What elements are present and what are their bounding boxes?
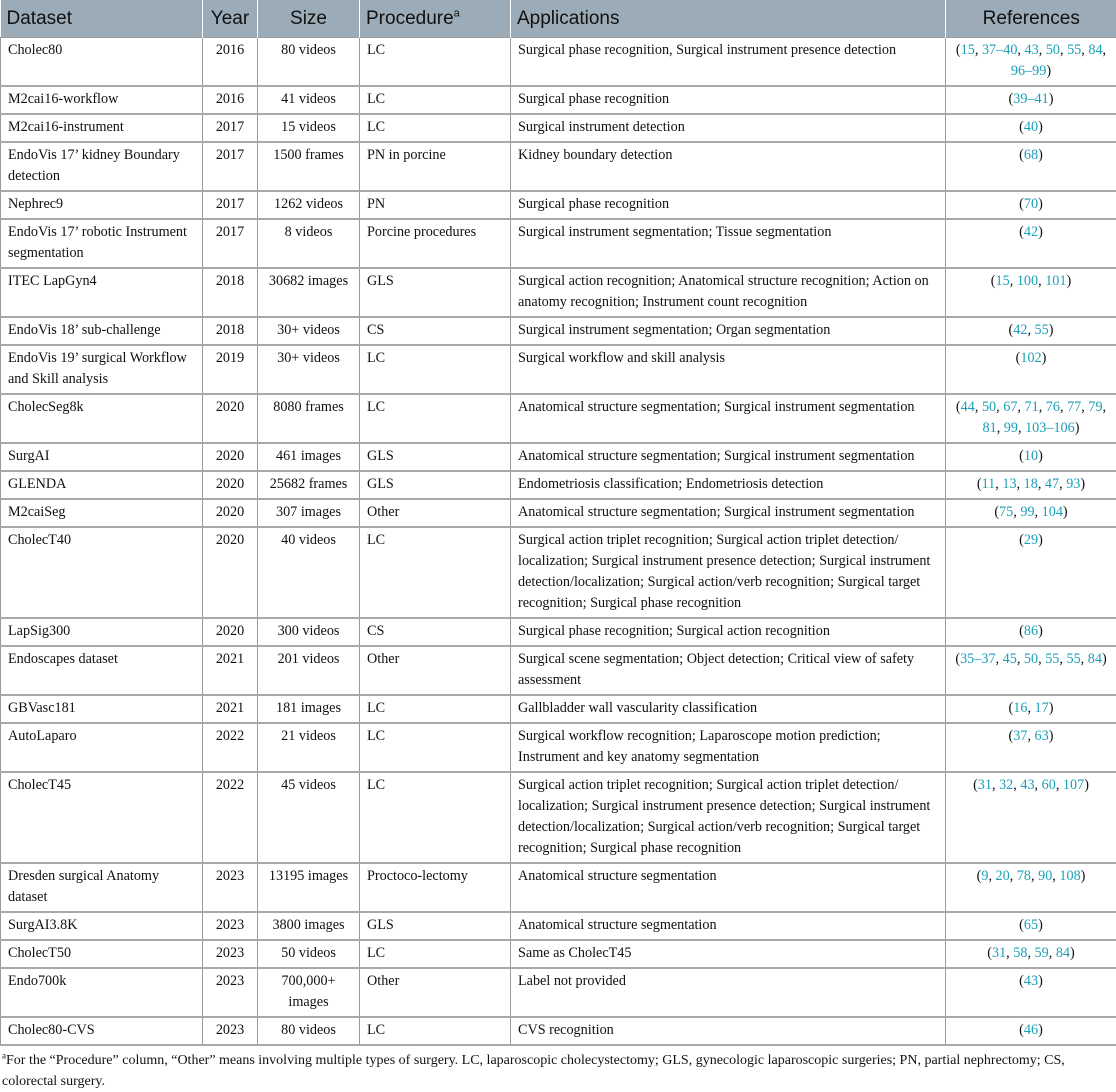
- reference-link[interactable]: 100: [1017, 273, 1038, 289]
- cell-size: 41 videos: [258, 86, 360, 114]
- reference-link[interactable]: 44: [961, 399, 975, 415]
- cell-references: (31, 32, 43, 60, 107): [946, 772, 1116, 863]
- cell-applications: Kidney boundary detection: [511, 142, 946, 191]
- reference-link[interactable]: 43: [1024, 973, 1038, 989]
- cell-procedure: LC: [360, 772, 511, 863]
- cell-procedure: LC: [360, 86, 511, 114]
- header-procedure: [360, 0, 511, 38]
- table-row: [1, 317, 1116, 345]
- reference-link[interactable]: 37–40: [982, 42, 1017, 58]
- reference-link[interactable]: 58: [1013, 945, 1027, 961]
- header-year: Year: [203, 0, 258, 38]
- reference-link[interactable]: 96–99: [1011, 63, 1046, 79]
- cell-year: 2023: [203, 968, 258, 1017]
- cell-applications: Surgical phase recognition, Surgical instrument presence detection: [511, 38, 946, 87]
- cell-dataset: Cholec80-CVS: [1, 1017, 203, 1045]
- reference-link[interactable]: 47: [1045, 476, 1059, 492]
- cell-size: 13195 images: [258, 863, 360, 912]
- cell-applications: Surgical phase recognition: [511, 86, 946, 114]
- cell-dataset: EndoVis 19’ surgical Workflow and Skill analysis: [1, 345, 203, 394]
- cell-year: 2020: [203, 443, 258, 471]
- cell-year: 2017: [203, 219, 258, 268]
- cell-procedure: Other: [360, 968, 511, 1017]
- reference-link[interactable]: 108: [1059, 868, 1080, 884]
- cell-procedure: LC: [360, 940, 511, 968]
- table-row: [1, 114, 1116, 142]
- reference-link[interactable]: 59: [1035, 945, 1049, 961]
- table-row: [1, 527, 1116, 618]
- cell-dataset: EndoVis 17’ kidney Boundary detection: [1, 142, 203, 191]
- table-row: [1, 38, 1116, 87]
- cell-references: (43): [946, 968, 1116, 1017]
- cell-applications: Anatomical structure segmentation; Surgical instrument segmentation: [511, 394, 946, 443]
- cell-dataset: M2cai16-instrument: [1, 114, 203, 142]
- cell-applications: Surgical instrument segmentation; Organ segmentation: [511, 317, 946, 345]
- cell-applications: Surgical action triplet recognition; Surgical action triplet detection/ localization; Surgical instrument presence detection; Surgical instrument detection/localization; Surgical action/verb recognition; Surgical target recognition; Surgical phase recognition: [511, 527, 946, 618]
- cell-procedure: Proctoco-lectomy: [360, 863, 511, 912]
- cell-dataset: GBVasc181: [1, 695, 203, 723]
- reference-link[interactable]: 104: [1042, 504, 1063, 520]
- cell-size: 80 videos: [258, 38, 360, 87]
- cell-dataset: SurgAI3.8K: [1, 912, 203, 940]
- table-row: [1, 695, 1116, 723]
- cell-dataset: ITEC LapGyn4: [1, 268, 203, 317]
- reference-link[interactable]: 81: [983, 420, 997, 436]
- reference-link[interactable]: 39–41: [1013, 91, 1048, 107]
- cell-year: 2021: [203, 646, 258, 695]
- cell-applications: Surgical workflow and skill analysis: [511, 345, 946, 394]
- cell-size: 21 videos: [258, 723, 360, 772]
- cell-procedure: CS: [360, 317, 511, 345]
- cell-year: 2017: [203, 191, 258, 219]
- cell-size: 40 videos: [258, 527, 360, 618]
- cell-procedure: LC: [360, 527, 511, 618]
- reference-link[interactable]: 86: [1024, 623, 1038, 639]
- reference-link[interactable]: 43: [1020, 777, 1034, 793]
- cell-dataset: CholecT50: [1, 940, 203, 968]
- reference-link[interactable]: 84: [1088, 651, 1102, 667]
- reference-link[interactable]: 65: [1024, 917, 1038, 933]
- reference-link[interactable]: 70: [1024, 196, 1038, 212]
- cell-size: 8080 frames: [258, 394, 360, 443]
- cell-size: 307 images: [258, 499, 360, 527]
- cell-dataset: CholecT45: [1, 772, 203, 863]
- reference-link[interactable]: 15: [961, 42, 975, 58]
- cell-year: 2023: [203, 1017, 258, 1045]
- cell-dataset: SurgAI: [1, 443, 203, 471]
- reference-link[interactable]: 99: [1020, 504, 1034, 520]
- cell-year: 2017: [203, 114, 258, 142]
- table-row: [1, 443, 1116, 471]
- cell-year: 2016: [203, 86, 258, 114]
- table-row: [1, 968, 1116, 1017]
- header-references: References: [946, 0, 1116, 38]
- table-body: [1, 38, 1116, 1046]
- cell-size: 181 images: [258, 695, 360, 723]
- cell-year: 2020: [203, 618, 258, 646]
- reference-link[interactable]: 50: [1046, 42, 1060, 58]
- cell-size: 80 videos: [258, 1017, 360, 1045]
- cell-applications: Gallbladder wall vascularity classification: [511, 695, 946, 723]
- table-row: [1, 912, 1116, 940]
- reference-link[interactable]: 50: [1024, 651, 1038, 667]
- cell-size: 700,000+ images: [258, 968, 360, 1017]
- cell-year: 2022: [203, 772, 258, 863]
- cell-applications: Same as CholecT45: [511, 940, 946, 968]
- header-applications: Applications: [511, 0, 946, 38]
- cell-references: (86): [946, 618, 1116, 646]
- reference-link[interactable]: 31: [992, 945, 1006, 961]
- cell-applications: Surgical scene segmentation; Object detection; Critical view of safety assessment: [511, 646, 946, 695]
- header-size: Size: [258, 0, 360, 38]
- cell-procedure: LC: [360, 1017, 511, 1045]
- cell-references: (15, 100, 101): [946, 268, 1116, 317]
- reference-link[interactable]: 79: [1088, 399, 1102, 415]
- reference-link[interactable]: 103–106: [1025, 420, 1075, 436]
- cell-references: (68): [946, 142, 1116, 191]
- cell-dataset: LapSig300: [1, 618, 203, 646]
- reference-link[interactable]: 63: [1035, 728, 1049, 744]
- table-row: [1, 86, 1116, 114]
- cell-procedure: GLS: [360, 268, 511, 317]
- cell-dataset: EndoVis 17’ robotic Instrument segmentation: [1, 219, 203, 268]
- cell-applications: Surgical instrument detection: [511, 114, 946, 142]
- cell-size: 1500 frames: [258, 142, 360, 191]
- table-row: [1, 499, 1116, 527]
- cell-applications: Surgical phase recognition: [511, 191, 946, 219]
- table-row: [1, 219, 1116, 268]
- table-row: [1, 191, 1116, 219]
- header-dataset: Dataset: [1, 0, 203, 38]
- cell-references: (40): [946, 114, 1116, 142]
- reference-link[interactable]: 32: [999, 777, 1013, 793]
- cell-references: (70): [946, 191, 1116, 219]
- footnote-marker: a: [2, 1050, 6, 1060]
- cell-dataset: EndoVis 18’ sub-challenge: [1, 317, 203, 345]
- cell-year: 2018: [203, 317, 258, 345]
- cell-applications: Surgical phase recognition; Surgical action recognition: [511, 618, 946, 646]
- cell-year: 2020: [203, 394, 258, 443]
- reference-link[interactable]: 42: [1013, 322, 1027, 338]
- cell-year: 2020: [203, 471, 258, 499]
- cell-applications: Anatomical structure segmentation; Surgical instrument segmentation: [511, 443, 946, 471]
- cell-procedure: GLS: [360, 912, 511, 940]
- cell-applications: Surgical instrument segmentation; Tissue segmentation: [511, 219, 946, 268]
- cell-applications: Anatomical structure segmentation: [511, 912, 946, 940]
- reference-link[interactable]: 29: [1024, 532, 1038, 548]
- table-row: [1, 142, 1116, 191]
- header-row: [1, 0, 1116, 38]
- cell-year: 2023: [203, 912, 258, 940]
- cell-references: (46): [946, 1017, 1116, 1045]
- cell-procedure: Other: [360, 499, 511, 527]
- cell-references: (44, 50, 67, 71, 76, 77, 79, 81, 99, 103–106): [946, 394, 1116, 443]
- cell-dataset: M2caiSeg: [1, 499, 203, 527]
- cell-dataset: Dresden surgical Anatomy dataset: [1, 863, 203, 912]
- cell-size: 45 videos: [258, 772, 360, 863]
- reference-link[interactable]: 55: [1045, 651, 1059, 667]
- cell-size: 8 videos: [258, 219, 360, 268]
- cell-references: (75, 99, 104): [946, 499, 1116, 527]
- reference-link[interactable]: 37: [1013, 728, 1027, 744]
- table-row: [1, 345, 1116, 394]
- reference-link[interactable]: 9: [981, 868, 988, 884]
- reference-link[interactable]: 43: [1025, 42, 1039, 58]
- cell-procedure: GLS: [360, 443, 511, 471]
- reference-link[interactable]: 45: [1003, 651, 1017, 667]
- cell-references: (16, 17): [946, 695, 1116, 723]
- cell-applications: Surgical action triplet recognition; Surgical action triplet detection/ localization; Surgical instrument presence detection; Surgical instrument detection/localization; Surgical action/verb recognition; Surgical target recognition; Surgical phase recognition: [511, 772, 946, 863]
- cell-procedure: LC: [360, 345, 511, 394]
- cell-year: 2018: [203, 268, 258, 317]
- reference-link[interactable]: 84: [1088, 42, 1102, 58]
- table-row: [1, 268, 1116, 317]
- cell-procedure: LC: [360, 695, 511, 723]
- cell-dataset: CholecT40: [1, 527, 203, 618]
- reference-link[interactable]: 77: [1067, 399, 1081, 415]
- reference-link[interactable]: 46: [1024, 1022, 1038, 1038]
- reference-link[interactable]: 84: [1056, 945, 1070, 961]
- cell-dataset: CholecSeg8k: [1, 394, 203, 443]
- reference-link[interactable]: 15: [996, 273, 1010, 289]
- cell-applications: Label not provided: [511, 968, 946, 1017]
- cell-procedure: CS: [360, 618, 511, 646]
- reference-link[interactable]: 13: [1002, 476, 1016, 492]
- table-row: [1, 772, 1116, 863]
- cell-size: 201 videos: [258, 646, 360, 695]
- cell-applications: CVS recognition: [511, 1017, 946, 1045]
- cell-references: (29): [946, 527, 1116, 618]
- reference-link[interactable]: 102: [1020, 350, 1041, 366]
- cell-year: 2017: [203, 142, 258, 191]
- reference-link[interactable]: 101: [1045, 273, 1066, 289]
- cell-size: 300 videos: [258, 618, 360, 646]
- reference-link[interactable]: 10: [1024, 448, 1038, 464]
- reference-link[interactable]: 17: [1035, 700, 1049, 716]
- cell-size: 25682 frames: [258, 471, 360, 499]
- cell-size: 30+ videos: [258, 345, 360, 394]
- cell-procedure: LC: [360, 723, 511, 772]
- cell-dataset: AutoLaparo: [1, 723, 203, 772]
- cell-size: 50 videos: [258, 940, 360, 968]
- reference-link[interactable]: 40: [1024, 119, 1038, 135]
- cell-procedure: LC: [360, 394, 511, 443]
- reference-link[interactable]: 11: [982, 476, 996, 492]
- cell-applications: Surgical workflow recognition; Laparoscope motion prediction; Instrument and key anatomy segmentation: [511, 723, 946, 772]
- table-row: [1, 618, 1116, 646]
- reference-link[interactable]: 99: [1004, 420, 1018, 436]
- cell-references: (42, 55): [946, 317, 1116, 345]
- cell-applications: Anatomical structure segmentation: [511, 863, 946, 912]
- cell-applications: Surgical action recognition; Anatomical structure recognition; Action on anatomy recognition; Instrument count recognition: [511, 268, 946, 317]
- cell-year: 2020: [203, 499, 258, 527]
- table-row: [1, 646, 1116, 695]
- reference-link[interactable]: 107: [1063, 777, 1084, 793]
- cell-references: (10): [946, 443, 1116, 471]
- reference-link[interactable]: 50: [982, 399, 996, 415]
- reference-link[interactable]: 90: [1038, 868, 1052, 884]
- cell-size: 1262 videos: [258, 191, 360, 219]
- cell-procedure: Porcine procedures: [360, 219, 511, 268]
- cell-dataset: Endoscapes dataset: [1, 646, 203, 695]
- cell-year: 2020: [203, 527, 258, 618]
- cell-dataset: Cholec80: [1, 38, 203, 87]
- cell-references: (37, 63): [946, 723, 1116, 772]
- cell-dataset: Endo700k: [1, 968, 203, 1017]
- reference-link[interactable]: 67: [1003, 399, 1017, 415]
- cell-dataset: GLENDA: [1, 471, 203, 499]
- cell-dataset: Nephrec9: [1, 191, 203, 219]
- cell-references: (11, 13, 18, 47, 93): [946, 471, 1116, 499]
- cell-procedure: PN in porcine: [360, 142, 511, 191]
- cell-year: 2019: [203, 345, 258, 394]
- cell-procedure: GLS: [360, 471, 511, 499]
- table-row: [1, 471, 1116, 499]
- cell-size: 30+ videos: [258, 317, 360, 345]
- footnote-text: For the “Procedure” column, “Other” means involving multiple types of surgery. LC, laparoscopic cholecystectomy; GLS, gynecologic laparoscopic surgeries; PN, partial nephrectomy; CS, colorectal surgery.: [2, 1053, 1065, 1089]
- cell-year: 2023: [203, 940, 258, 968]
- reference-link[interactable]: 71: [1025, 399, 1039, 415]
- cell-dataset: M2cai16-workflow: [1, 86, 203, 114]
- cell-year: 2022: [203, 723, 258, 772]
- cell-procedure: LC: [360, 38, 511, 87]
- table-row: [1, 1017, 1116, 1045]
- cell-references: (35–37, 45, 50, 55, 55, 84): [946, 646, 1116, 695]
- reference-link[interactable]: 42: [1024, 224, 1038, 240]
- reference-link[interactable]: 55: [1035, 322, 1049, 338]
- reference-link[interactable]: 20: [996, 868, 1010, 884]
- reference-link[interactable]: 55: [1067, 42, 1081, 58]
- cell-references: (65): [946, 912, 1116, 940]
- reference-link[interactable]: 35–37: [960, 651, 995, 667]
- cell-references: (42): [946, 219, 1116, 268]
- table-row: [1, 394, 1116, 443]
- cell-applications: Anatomical structure segmentation; Surgical instrument segmentation: [511, 499, 946, 527]
- cell-year: 2016: [203, 38, 258, 87]
- cell-size: 3800 images: [258, 912, 360, 940]
- header-procedure-label: Procedure: [366, 8, 454, 29]
- cell-references: (102): [946, 345, 1116, 394]
- table-footnote: [0, 1046, 1116, 1092]
- cell-year: 2021: [203, 695, 258, 723]
- cell-applications: Endometriosis classification; Endometriosis detection: [511, 471, 946, 499]
- cell-procedure: LC: [360, 114, 511, 142]
- reference-link[interactable]: 18: [1024, 476, 1038, 492]
- reference-link[interactable]: 76: [1046, 399, 1060, 415]
- reference-link[interactable]: 55: [1066, 651, 1080, 667]
- reference-link[interactable]: 78: [1017, 868, 1031, 884]
- cell-year: 2023: [203, 863, 258, 912]
- reference-link[interactable]: 60: [1042, 777, 1056, 793]
- table-row: [1, 723, 1116, 772]
- cell-references: (39–41): [946, 86, 1116, 114]
- cell-references: (15, 37–40, 43, 50, 55, 84, 96–99): [946, 38, 1116, 87]
- cell-size: 15 videos: [258, 114, 360, 142]
- cell-references: (31, 58, 59, 84): [946, 940, 1116, 968]
- reference-link[interactable]: 75: [999, 504, 1013, 520]
- reference-link[interactable]: 31: [978, 777, 992, 793]
- table-row: [1, 940, 1116, 968]
- cell-size: 461 images: [258, 443, 360, 471]
- cell-procedure: Other: [360, 646, 511, 695]
- cell-references: (9, 20, 78, 90, 108): [946, 863, 1116, 912]
- cell-procedure: PN: [360, 191, 511, 219]
- table-row: [1, 863, 1116, 912]
- reference-link[interactable]: 93: [1066, 476, 1080, 492]
- reference-link[interactable]: 68: [1024, 147, 1038, 163]
- reference-link[interactable]: 16: [1013, 700, 1027, 716]
- footnote-marker: a: [454, 7, 460, 19]
- cell-size: 30682 images: [258, 268, 360, 317]
